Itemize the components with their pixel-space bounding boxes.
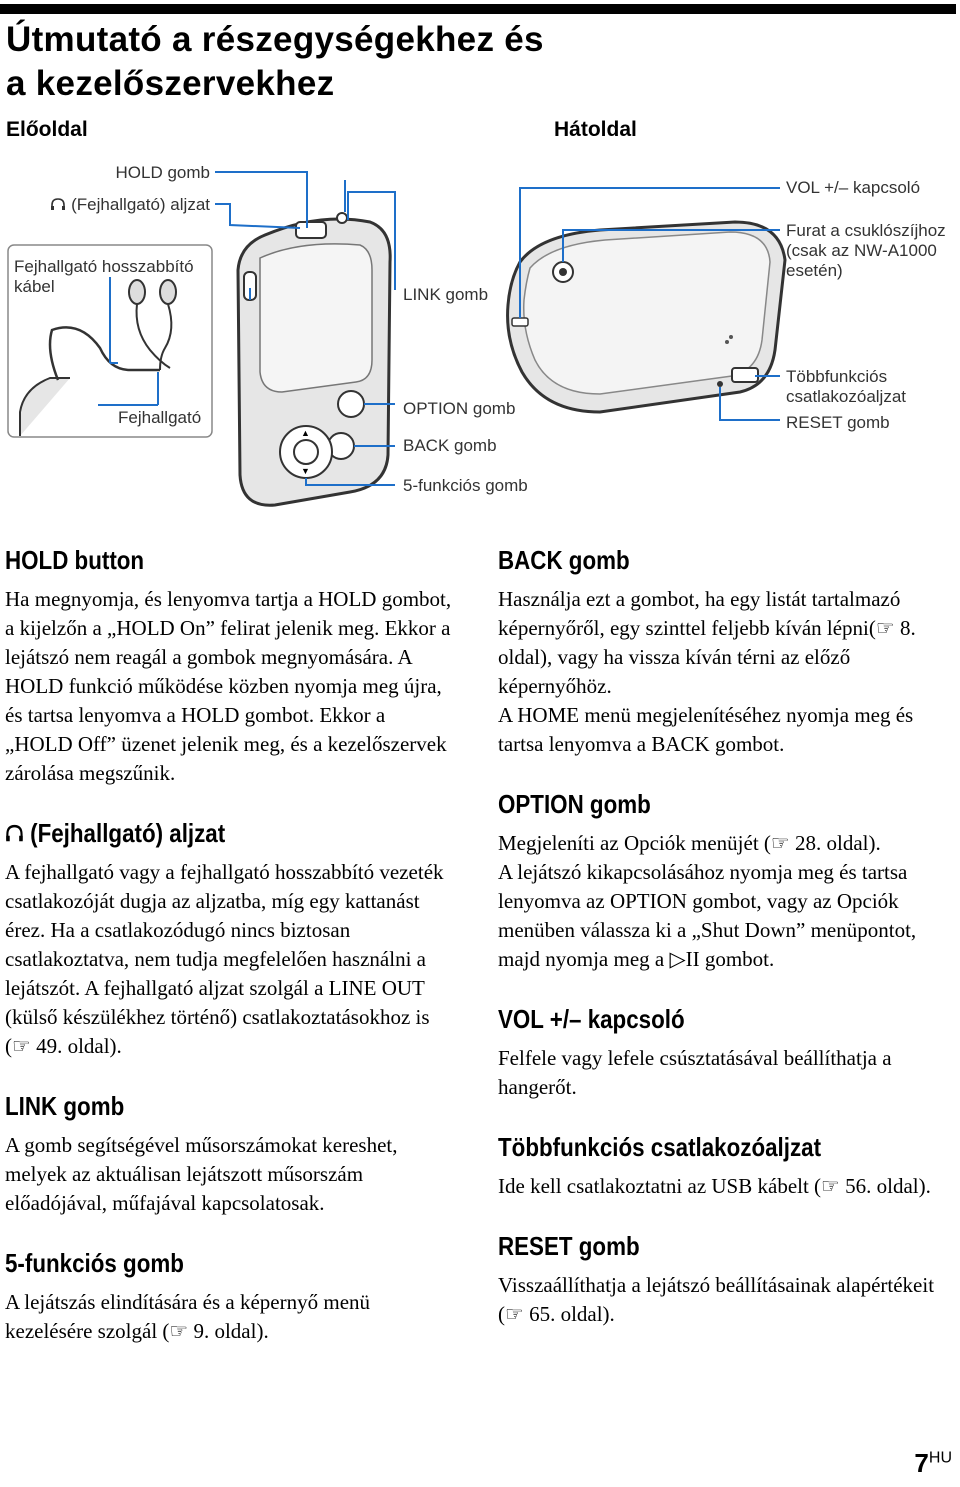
- section-heading: Többfunkciós csatlakozóaljzat: [498, 1132, 822, 1162]
- section-heading: BACK gomb: [498, 545, 630, 575]
- front-player: [238, 213, 390, 505]
- page-title: Útmutató a részegységekhez és a kezelőszervekhez: [6, 20, 544, 103]
- back-player: [508, 222, 785, 412]
- jack-section: [5, 818, 455, 1061]
- option-section: [498, 789, 953, 974]
- section-heading: LINK gomb: [5, 1091, 125, 1121]
- section-heading: HOLD button: [5, 545, 145, 575]
- section-text: Ide kell csatlakoztatni az USB kábelt (☞ 56. oldal).: [498, 1174, 931, 1198]
- section-heading: RESET gomb: [498, 1231, 640, 1261]
- multi-connector-section: [498, 1132, 953, 1201]
- back-section: [498, 545, 953, 759]
- left-column: [5, 545, 455, 1376]
- svg-text:▲: ▲: [301, 428, 310, 438]
- hold-section: [5, 545, 455, 788]
- back-view-label: Hátoldal: [554, 118, 637, 141]
- section-text: Visszaállíthatja a lejátszó beállításainak alapértékeit (☞ 65. oldal).: [498, 1273, 935, 1326]
- vol-section: [498, 1004, 953, 1102]
- section-text: A fejhallgató vagy a fejhallgató hosszabbító vezeték csatlakozóját dugja az aljzatba, míg egy kattanást érez. Ha a csatlakozódugó nincs biztosan csatlakoztatva, nem tudja megfelelően használni a lejátszót. A fejhallgató aljzat szolgál a LINE OUT (külső készülékhez történő) csatlakoztatásokhoz is (☞ 49. oldal).: [5, 860, 444, 1058]
- reset-button-callout: RESET gomb: [786, 413, 890, 432]
- svg-text:▼: ▼: [301, 466, 310, 476]
- section-text: Felfele vagy lefele csúsztatásával beállíthatja a hangerőt.: [498, 1046, 892, 1099]
- headphones-callout: Fejhallgató: [118, 408, 202, 427]
- multi-connector-callout: Többfunkciós csatlakozóaljzat: [786, 367, 907, 406]
- top-rule: [0, 4, 956, 14]
- hold-button-callout: HOLD gomb: [115, 163, 210, 182]
- back-button-callout: BACK gomb: [403, 436, 497, 455]
- headphone-icon: [50, 197, 66, 211]
- page-number: $7^{HU}$: [914, 1448, 952, 1478]
- section-heading: VOL +/– kapcsoló: [498, 1004, 685, 1034]
- section-text: A gomb segítségével műsorszámokat kereshet, melyek az aktuálisan lejátszott műsorszám előadójával, műfajával kapcsolatosak.: [5, 1133, 398, 1215]
- reset-section: [498, 1231, 953, 1329]
- vol-switch-callout: VOL +/– kapcsoló: [786, 178, 921, 197]
- section-heading: OPTION gomb: [498, 789, 651, 819]
- option-button-callout: OPTION gomb: [403, 399, 516, 418]
- section-heading: 5-funkciós gomb: [5, 1248, 184, 1278]
- headphone-icon: [5, 823, 24, 843]
- link-section: [5, 1091, 455, 1218]
- strap-hole-callout: Furat a csuklószíjhoz (csak az NW-A1000 esetén): [786, 221, 946, 280]
- section-text: Ha megnyomja, és lenyomva tartja a HOLD gombot, a kijelzőn a „HOLD On” felirat jelenik meg. Ekkor a lejátszó nem reagál a gombok megnyomására. A HOLD funkció működése közben nyomja meg újra, és tartsa lenyomva a HOLD gombot. Ekkor a „HOLD Off” üzenet jelenik meg, és a kezelőszervek zárolása megszűnik.: [5, 587, 452, 785]
- right-column: [498, 545, 953, 1359]
- section-text: Használja ezt a gombot, ha egy listát tartalmazó képernyőről, egy szinttel feljebb kíván lépni(☞ 8. oldal), vagy ha vissza kíván térni az előző képernyőhöz.: [498, 587, 916, 698]
- section-text: Megjeleníti az Opciók menüjét (☞ 28. oldal).: [498, 831, 881, 855]
- jack-callout: (Fejhallgató) aljzat: [30, 195, 210, 215]
- link-button-callout: LINK gomb: [403, 285, 489, 304]
- five-way-section: [5, 1248, 455, 1346]
- extension-cable-callout: Fejhallgató hosszabbító kábel: [14, 257, 194, 296]
- section-text-2: A lejátszó kikapcsolásához nyomja meg és tartsa lenyomva az OPTION gombot, vagy az Opciók menüben válassza ki a „Shut Down” menüpontot, majd nyomja meg a ▷II gombot.: [498, 860, 917, 971]
- section-text: A lejátszás elindítására és a képernyő menü kezelésére szolgál (☞ 9. oldal).: [5, 1290, 371, 1343]
- section-text-2: A HOME menü megjelenítéséhez nyomja meg és tartsa lenyomva a BACK gombot.: [498, 703, 914, 756]
- front-view-label: Előoldal: [6, 118, 88, 141]
- five-way-button-callout: 5-funkciós gomb: [403, 476, 528, 495]
- section-heading: (Fejhallgató) aljzat: [5, 818, 392, 848]
